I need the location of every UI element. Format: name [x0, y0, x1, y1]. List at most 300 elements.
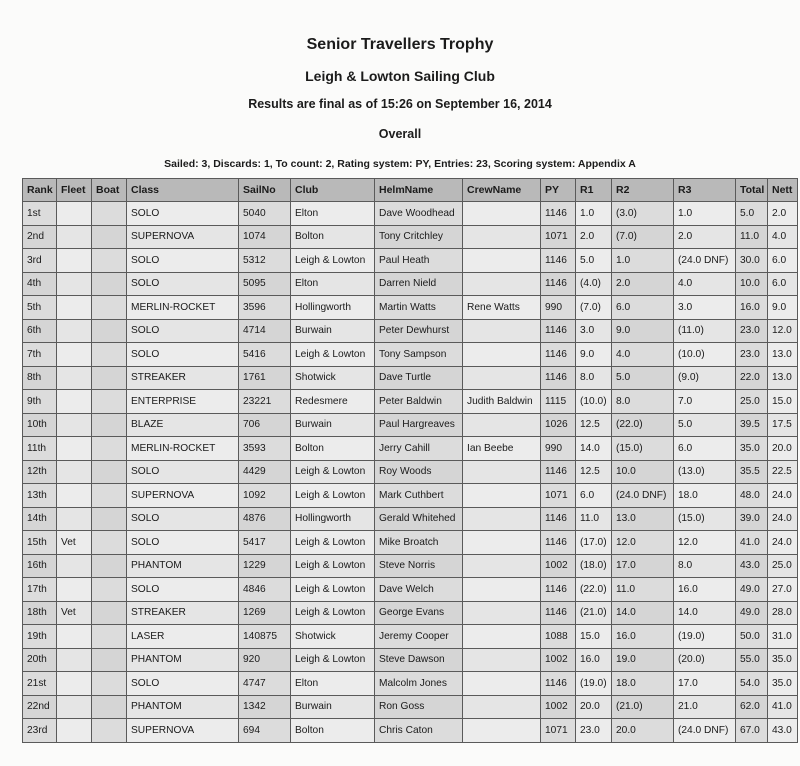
table-row	[23, 272, 798, 296]
helm-name-cell: Dave Welch	[375, 578, 463, 602]
nett-cell: 4.0	[768, 225, 798, 249]
series-info: Sailed: 3, Discards: 1, To count: 2, Rating system: PY, Entries: 23, Scoring system: Appendix A	[164, 158, 636, 170]
col-rank: Rank	[23, 179, 57, 202]
class-cell: SOLO	[127, 319, 239, 343]
race1-score-cell: 14.0	[576, 437, 612, 461]
race1-score-cell: 9.0	[576, 343, 612, 367]
table-row	[23, 719, 798, 743]
club-cell: Bolton	[291, 719, 375, 743]
fleet-cell	[57, 648, 92, 672]
class-cell: SOLO	[127, 272, 239, 296]
col-r3: R3	[674, 179, 736, 202]
sailno-cell: 5416	[239, 343, 291, 367]
rank-cell: 15th	[23, 531, 57, 555]
class-cell: MERLIN-ROCKET	[127, 296, 239, 320]
table-row	[23, 413, 798, 437]
race1-score-cell: 11.0	[576, 507, 612, 531]
race1-score-cell: (22.0)	[576, 578, 612, 602]
club-cell: Leigh & Lowton	[291, 249, 375, 273]
class-cell: STREAKER	[127, 601, 239, 625]
club-cell: Leigh & Lowton	[291, 601, 375, 625]
race2-score-cell: 10.0	[612, 460, 674, 484]
race3-score-cell: (13.0)	[674, 460, 736, 484]
nett-cell: 24.0	[768, 507, 798, 531]
race1-score-cell: 16.0	[576, 648, 612, 672]
class-cell: MERLIN-ROCKET	[127, 437, 239, 461]
race3-score-cell: 17.0	[674, 672, 736, 696]
py-cell: 1002	[541, 554, 576, 578]
race2-score-cell: 1.0	[612, 249, 674, 273]
crew-name-cell	[463, 249, 541, 273]
col-boat: Boat	[92, 179, 127, 202]
rank-cell: 21st	[23, 672, 57, 696]
total-cell: 25.0	[736, 390, 768, 414]
table-row	[23, 554, 798, 578]
total-cell: 54.0	[736, 672, 768, 696]
fleet-cell	[57, 296, 92, 320]
py-cell: 990	[541, 296, 576, 320]
race1-score-cell: 3.0	[576, 319, 612, 343]
race1-score-cell: (21.0)	[576, 601, 612, 625]
sailno-cell: 706	[239, 413, 291, 437]
py-cell: 1146	[541, 601, 576, 625]
boat-cell	[92, 390, 127, 414]
py-cell: 1146	[541, 319, 576, 343]
total-cell: 11.0	[736, 225, 768, 249]
table-row	[23, 507, 798, 531]
nett-cell: 28.0	[768, 601, 798, 625]
race3-score-cell: 4.0	[674, 272, 736, 296]
sailno-cell: 23221	[239, 390, 291, 414]
table-row	[23, 343, 798, 367]
club-cell: Shotwick	[291, 366, 375, 390]
rank-cell: 6th	[23, 319, 57, 343]
py-cell: 1146	[541, 366, 576, 390]
sailno-cell: 3596	[239, 296, 291, 320]
class-cell: SOLO	[127, 202, 239, 226]
race3-score-cell: 21.0	[674, 695, 736, 719]
table-row	[23, 484, 798, 508]
race3-score-cell: (24.0 DNF)	[674, 249, 736, 273]
class-cell: SOLO	[127, 672, 239, 696]
boat-cell	[92, 484, 127, 508]
crew-name-cell	[463, 695, 541, 719]
section-title: Overall	[378, 127, 422, 141]
class-cell: BLAZE	[127, 413, 239, 437]
col-total: Total	[736, 179, 768, 202]
py-cell: 1146	[541, 672, 576, 696]
nett-cell: 24.0	[768, 484, 798, 508]
nett-cell: 35.0	[768, 672, 798, 696]
class-cell: PHANTOM	[127, 648, 239, 672]
rank-cell: 18th	[23, 601, 57, 625]
race3-score-cell: (15.0)	[674, 507, 736, 531]
sailno-cell: 1074	[239, 225, 291, 249]
table-row	[23, 225, 798, 249]
sailno-cell: 1229	[239, 554, 291, 578]
table-row	[23, 319, 798, 343]
club-cell: Burwain	[291, 695, 375, 719]
race1-score-cell: 6.0	[576, 484, 612, 508]
table-row	[23, 625, 798, 649]
sailno-cell: 5312	[239, 249, 291, 273]
rank-cell: 3rd	[23, 249, 57, 273]
race2-score-cell: 13.0	[612, 507, 674, 531]
club-cell: Shotwick	[291, 625, 375, 649]
total-cell: 62.0	[736, 695, 768, 719]
col-nett: Nett	[768, 179, 798, 202]
table-row	[23, 695, 798, 719]
results-final-notice: Results are final as of 15:26 on September 16, 2014	[248, 97, 552, 111]
sailno-cell: 4846	[239, 578, 291, 602]
nett-cell: 12.0	[768, 319, 798, 343]
total-cell: 5.0	[736, 202, 768, 226]
crew-name-cell	[463, 484, 541, 508]
helm-name-cell: Ron Goss	[375, 695, 463, 719]
crew-name-cell	[463, 719, 541, 743]
py-cell: 1088	[541, 625, 576, 649]
helm-name-cell: Gerald Whitehed	[375, 507, 463, 531]
boat-cell	[92, 719, 127, 743]
py-cell: 1026	[541, 413, 576, 437]
race3-score-cell: (9.0)	[674, 366, 736, 390]
race2-score-cell: 12.0	[612, 531, 674, 555]
club-cell: Burwain	[291, 319, 375, 343]
nett-cell: 13.0	[768, 343, 798, 367]
race2-score-cell: 18.0	[612, 672, 674, 696]
fleet-cell: Vet	[57, 601, 92, 625]
table-row	[23, 672, 798, 696]
club-cell: Redesmere	[291, 390, 375, 414]
total-cell: 30.0	[736, 249, 768, 273]
club-cell: Elton	[291, 202, 375, 226]
results-table	[22, 178, 798, 743]
boat-cell	[92, 437, 127, 461]
crew-name-cell	[463, 578, 541, 602]
club-cell: Elton	[291, 672, 375, 696]
col-sailno: SailNo	[239, 179, 291, 202]
race3-score-cell: (10.0)	[674, 343, 736, 367]
rank-cell: 16th	[23, 554, 57, 578]
total-cell: 22.0	[736, 366, 768, 390]
club-cell: Bolton	[291, 225, 375, 249]
fleet-cell	[57, 484, 92, 508]
nett-cell: 22.5	[768, 460, 798, 484]
fleet-cell	[57, 319, 92, 343]
nett-cell: 27.0	[768, 578, 798, 602]
race2-score-cell: (21.0)	[612, 695, 674, 719]
race1-score-cell: 12.5	[576, 413, 612, 437]
crew-name-cell	[463, 531, 541, 555]
club-cell: Leigh & Lowton	[291, 484, 375, 508]
nett-cell: 15.0	[768, 390, 798, 414]
boat-cell	[92, 319, 127, 343]
total-cell: 23.0	[736, 319, 768, 343]
rank-cell: 7th	[23, 343, 57, 367]
fleet-cell	[57, 672, 92, 696]
boat-cell	[92, 460, 127, 484]
class-cell: SOLO	[127, 249, 239, 273]
nett-cell: 2.0	[768, 202, 798, 226]
fleet-cell	[57, 460, 92, 484]
race1-score-cell: 1.0	[576, 202, 612, 226]
helm-name-cell: Steve Dawson	[375, 648, 463, 672]
fleet-cell	[57, 695, 92, 719]
race2-score-cell: 4.0	[612, 343, 674, 367]
boat-cell	[92, 296, 127, 320]
race1-score-cell: 8.0	[576, 366, 612, 390]
col-class: Class	[127, 179, 239, 202]
race3-score-cell: 5.0	[674, 413, 736, 437]
col-fleet: Fleet	[57, 179, 92, 202]
total-cell: 10.0	[736, 272, 768, 296]
helm-name-cell: Peter Baldwin	[375, 390, 463, 414]
race2-score-cell: 16.0	[612, 625, 674, 649]
class-cell: SUPERNOVA	[127, 225, 239, 249]
py-cell: 990	[541, 437, 576, 461]
race2-score-cell: 9.0	[612, 319, 674, 343]
helm-name-cell: Paul Hargreaves	[375, 413, 463, 437]
page-title: Senior Travellers Trophy	[306, 36, 494, 53]
crew-name-cell	[463, 507, 541, 531]
boat-cell	[92, 272, 127, 296]
nett-cell: 17.5	[768, 413, 798, 437]
helm-name-cell: Roy Woods	[375, 460, 463, 484]
py-cell: 1146	[541, 531, 576, 555]
race2-score-cell: 6.0	[612, 296, 674, 320]
race3-score-cell: 8.0	[674, 554, 736, 578]
nett-cell: 43.0	[768, 719, 798, 743]
helm-name-cell: Steve Norris	[375, 554, 463, 578]
crew-name-cell	[463, 672, 541, 696]
table-row	[23, 531, 798, 555]
col-crewname: CrewName	[463, 179, 541, 202]
race1-score-cell: (18.0)	[576, 554, 612, 578]
results-body	[23, 202, 798, 743]
fleet-cell	[57, 437, 92, 461]
race1-score-cell: 5.0	[576, 249, 612, 273]
helm-name-cell: Dave Woodhead	[375, 202, 463, 226]
crew-name-cell	[463, 601, 541, 625]
table-row	[23, 249, 798, 273]
table-row	[23, 648, 798, 672]
sailno-cell: 694	[239, 719, 291, 743]
race2-score-cell: 19.0	[612, 648, 674, 672]
sailno-cell: 5417	[239, 531, 291, 555]
py-cell: 1071	[541, 719, 576, 743]
sailno-cell: 1269	[239, 601, 291, 625]
helm-name-cell: Jeremy Cooper	[375, 625, 463, 649]
helm-name-cell: Paul Heath	[375, 249, 463, 273]
total-cell: 39.0	[736, 507, 768, 531]
club-cell: Leigh & Lowton	[291, 554, 375, 578]
fleet-cell	[57, 202, 92, 226]
boat-cell	[92, 554, 127, 578]
total-cell: 49.0	[736, 578, 768, 602]
race3-score-cell: 18.0	[674, 484, 736, 508]
sailno-cell: 1761	[239, 366, 291, 390]
col-r2: R2	[612, 179, 674, 202]
race1-score-cell: (10.0)	[576, 390, 612, 414]
crew-name-cell	[463, 625, 541, 649]
fleet-cell	[57, 625, 92, 649]
sailno-cell: 1092	[239, 484, 291, 508]
fleet-cell	[57, 719, 92, 743]
class-cell: STREAKER	[127, 366, 239, 390]
boat-cell	[92, 202, 127, 226]
helm-name-cell: Mike Broatch	[375, 531, 463, 555]
club-cell: Leigh & Lowton	[291, 343, 375, 367]
sailno-cell: 4747	[239, 672, 291, 696]
helm-name-cell: Malcolm Jones	[375, 672, 463, 696]
class-cell: SOLO	[127, 531, 239, 555]
fleet-cell: Vet	[57, 531, 92, 555]
boat-cell	[92, 531, 127, 555]
rank-cell: 4th	[23, 272, 57, 296]
total-cell: 43.0	[736, 554, 768, 578]
crew-name-cell	[463, 460, 541, 484]
nett-cell: 6.0	[768, 272, 798, 296]
race3-score-cell: (19.0)	[674, 625, 736, 649]
crew-name-cell	[463, 319, 541, 343]
py-cell: 1071	[541, 225, 576, 249]
sailno-cell: 920	[239, 648, 291, 672]
table-row	[23, 296, 798, 320]
class-cell: SOLO	[127, 343, 239, 367]
py-cell: 1002	[541, 695, 576, 719]
rank-cell: 19th	[23, 625, 57, 649]
total-cell: 39.5	[736, 413, 768, 437]
club-name: Leigh & Lowton Sailing Club	[305, 68, 495, 84]
total-cell: 35.5	[736, 460, 768, 484]
nett-cell: 13.0	[768, 366, 798, 390]
total-cell: 35.0	[736, 437, 768, 461]
table-row	[23, 437, 798, 461]
boat-cell	[92, 343, 127, 367]
boat-cell	[92, 625, 127, 649]
nett-cell: 25.0	[768, 554, 798, 578]
total-cell: 49.0	[736, 601, 768, 625]
rank-cell: 20th	[23, 648, 57, 672]
total-cell: 48.0	[736, 484, 768, 508]
helm-name-cell: Chris Caton	[375, 719, 463, 743]
rank-cell: 22nd	[23, 695, 57, 719]
race2-score-cell: (22.0)	[612, 413, 674, 437]
rank-cell: 13th	[23, 484, 57, 508]
fleet-cell	[57, 272, 92, 296]
boat-cell	[92, 695, 127, 719]
crew-name-cell	[463, 272, 541, 296]
club-cell: Burwain	[291, 413, 375, 437]
club-cell: Hollingworth	[291, 507, 375, 531]
py-cell: 1071	[541, 484, 576, 508]
class-cell: PHANTOM	[127, 554, 239, 578]
club-cell: Bolton	[291, 437, 375, 461]
col-club: Club	[291, 179, 375, 202]
rank-cell: 11th	[23, 437, 57, 461]
py-cell: 1146	[541, 202, 576, 226]
race3-score-cell: 6.0	[674, 437, 736, 461]
py-cell: 1146	[541, 249, 576, 273]
crew-name-cell: Ian Beebe	[463, 437, 541, 461]
race2-score-cell: (24.0 DNF)	[612, 484, 674, 508]
header-row	[23, 179, 798, 202]
boat-cell	[92, 507, 127, 531]
race3-score-cell: (11.0)	[674, 319, 736, 343]
club-cell: Hollingworth	[291, 296, 375, 320]
boat-cell	[92, 366, 127, 390]
rank-cell: 2nd	[23, 225, 57, 249]
class-cell: PHANTOM	[127, 695, 239, 719]
race2-score-cell: 11.0	[612, 578, 674, 602]
boat-cell	[92, 601, 127, 625]
py-cell: 1115	[541, 390, 576, 414]
rank-cell: 1st	[23, 202, 57, 226]
race3-score-cell: 2.0	[674, 225, 736, 249]
col-helmname: HelmName	[375, 179, 463, 202]
nett-cell: 41.0	[768, 695, 798, 719]
race2-score-cell: (7.0)	[612, 225, 674, 249]
rank-cell: 5th	[23, 296, 57, 320]
race1-score-cell: (4.0)	[576, 272, 612, 296]
rank-cell: 10th	[23, 413, 57, 437]
py-cell: 1146	[541, 460, 576, 484]
race1-score-cell: (17.0)	[576, 531, 612, 555]
boat-cell	[92, 413, 127, 437]
table-row	[23, 578, 798, 602]
sailno-cell: 140875	[239, 625, 291, 649]
crew-name-cell: Rene Watts	[463, 296, 541, 320]
nett-cell: 31.0	[768, 625, 798, 649]
py-cell: 1146	[541, 578, 576, 602]
nett-cell: 6.0	[768, 249, 798, 273]
rank-cell: 9th	[23, 390, 57, 414]
sailno-cell: 1342	[239, 695, 291, 719]
race1-score-cell: (19.0)	[576, 672, 612, 696]
helm-name-cell: Mark Cuthbert	[375, 484, 463, 508]
helm-name-cell: George Evans	[375, 601, 463, 625]
total-cell: 50.0	[736, 625, 768, 649]
rank-cell: 8th	[23, 366, 57, 390]
table-row	[23, 366, 798, 390]
crew-name-cell	[463, 554, 541, 578]
py-cell: 1146	[541, 507, 576, 531]
helm-name-cell: Darren Nield	[375, 272, 463, 296]
club-cell: Leigh & Lowton	[291, 578, 375, 602]
race3-score-cell: 3.0	[674, 296, 736, 320]
boat-cell	[92, 249, 127, 273]
fleet-cell	[57, 343, 92, 367]
crew-name-cell: Judith Baldwin	[463, 390, 541, 414]
nett-cell: 20.0	[768, 437, 798, 461]
class-cell: SUPERNOVA	[127, 484, 239, 508]
fleet-cell	[57, 225, 92, 249]
helm-name-cell: Tony Critchley	[375, 225, 463, 249]
class-cell: SOLO	[127, 507, 239, 531]
sailno-cell: 3593	[239, 437, 291, 461]
race2-score-cell: 14.0	[612, 601, 674, 625]
py-cell: 1146	[541, 343, 576, 367]
rank-cell: 12th	[23, 460, 57, 484]
sailno-cell: 4714	[239, 319, 291, 343]
helm-name-cell: Tony Sampson	[375, 343, 463, 367]
race3-score-cell: 7.0	[674, 390, 736, 414]
fleet-cell	[57, 366, 92, 390]
crew-name-cell	[463, 202, 541, 226]
fleet-cell	[57, 554, 92, 578]
fleet-cell	[57, 413, 92, 437]
helm-name-cell: Jerry Cahill	[375, 437, 463, 461]
